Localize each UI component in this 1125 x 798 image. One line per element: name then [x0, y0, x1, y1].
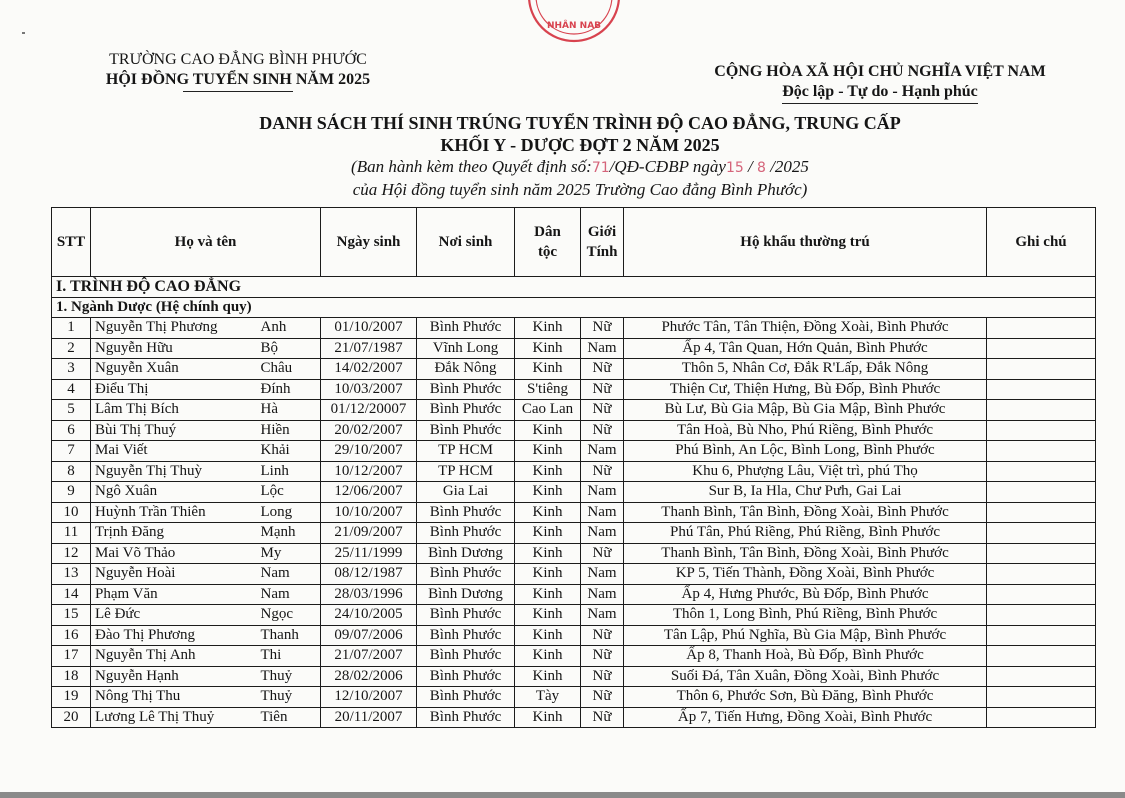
- row-given-name: Ngọc: [257, 605, 321, 626]
- row-residence: Ấp 4, Hưng Phước, Bù Đốp, Bình Phước: [624, 584, 987, 605]
- row-ethnicity: Kinh: [515, 338, 581, 359]
- row-given-name: Hà: [257, 400, 321, 421]
- row-dob: 10/03/2007: [321, 379, 417, 400]
- header-gender: [581, 208, 624, 277]
- row-gender: Nam: [581, 605, 624, 626]
- row-residence: Thanh Bình, Tân Bình, Đồng Xoài, Bình Phước: [624, 543, 987, 564]
- row-stt: 18: [52, 666, 91, 687]
- decision-month-handwritten: 8: [757, 160, 766, 176]
- row-stt: 11: [52, 523, 91, 544]
- row-dob: 21/07/2007: [321, 646, 417, 667]
- row-given-name: Anh: [257, 318, 321, 339]
- row-stt: 10: [52, 502, 91, 523]
- row-surname: Nguyễn Thị Anh: [91, 646, 257, 667]
- row-stt: 17: [52, 646, 91, 667]
- row-note: [987, 625, 1096, 646]
- row-birthplace: TP HCM: [417, 441, 515, 462]
- row-stt: 6: [52, 420, 91, 441]
- row-ethnicity: Kinh: [515, 666, 581, 687]
- table-row: [52, 441, 1096, 462]
- row-note: [987, 338, 1096, 359]
- row-dob: 12/10/2007: [321, 687, 417, 708]
- row-note: [987, 687, 1096, 708]
- row-given-name: Nam: [257, 564, 321, 585]
- row-given-name: Linh: [257, 461, 321, 482]
- row-stt: 3: [52, 359, 91, 380]
- row-ethnicity: Kinh: [515, 564, 581, 585]
- row-given-name: Hiền: [257, 420, 321, 441]
- row-residence: Phú Tân, Phú Riềng, Phú Riềng, Bình Phước: [624, 523, 987, 544]
- table-row: [52, 564, 1096, 585]
- row-stt: 9: [52, 482, 91, 503]
- row-note: [987, 523, 1096, 544]
- row-dob: 10/12/2007: [321, 461, 417, 482]
- row-birthplace: Bình Phước: [417, 666, 515, 687]
- row-note: [987, 379, 1096, 400]
- table-row: [52, 379, 1096, 400]
- decision-day-handwritten: 15: [725, 160, 744, 176]
- row-residence: Ấp 7, Tiến Hưng, Đồng Xoài, Bình Phước: [624, 707, 987, 728]
- header-note: Ghi chú: [987, 208, 1096, 277]
- major-title: 1. Ngành Dược (Hệ chính quy): [52, 298, 1096, 318]
- table-row: [52, 502, 1096, 523]
- row-given-name: Thuỷ: [257, 666, 321, 687]
- table-row: [52, 359, 1096, 380]
- header-gender-line1: Giới: [587, 224, 617, 240]
- row-surname: Lê Đức: [91, 605, 257, 626]
- title-line-1: DANH SÁCH THÍ SINH TRÚNG TUYỂN TRÌNH ĐỘ CAO ĐẲNG, TRUNG CẤP: [259, 113, 901, 133]
- row-birthplace: Bình Dương: [417, 584, 515, 605]
- row-gender: Nam: [581, 441, 624, 462]
- row-stt: 1: [52, 318, 91, 339]
- row-stt: 15: [52, 605, 91, 626]
- row-gender: Nam: [581, 482, 624, 503]
- row-ethnicity: Kinh: [515, 502, 581, 523]
- table-row: [52, 543, 1096, 564]
- scan-speck: [22, 32, 25, 34]
- row-note: [987, 400, 1096, 421]
- row-given-name: Nam: [257, 584, 321, 605]
- table-row: [52, 461, 1096, 482]
- row-note: [987, 646, 1096, 667]
- row-given-name: Khải: [257, 441, 321, 462]
- row-ethnicity: S'tiêng: [515, 379, 581, 400]
- row-note: [987, 564, 1096, 585]
- row-dob: 20/11/2007: [321, 707, 417, 728]
- row-stt: 16: [52, 625, 91, 646]
- row-stt: 8: [52, 461, 91, 482]
- document-title: [150, 112, 1010, 200]
- row-dob: 20/02/2007: [321, 420, 417, 441]
- row-residence: Thôn 1, Long Bình, Phú Riềng, Bình Phước: [624, 605, 987, 626]
- major-row: [52, 298, 1096, 318]
- row-residence: Phú Bình, An Lộc, Bình Long, Bình Phước: [624, 441, 987, 462]
- row-gender: Nam: [581, 502, 624, 523]
- national-motto: Độc lập - Tự do - Hạnh phúc: [782, 82, 978, 104]
- row-ethnicity: Kinh: [515, 543, 581, 564]
- row-ethnicity: Kinh: [515, 420, 581, 441]
- row-note: [987, 584, 1096, 605]
- row-surname: Phạm Văn: [91, 584, 257, 605]
- header-name: Họ và tên: [91, 208, 321, 277]
- row-residence: Thôn 5, Nhân Cơ, Đắk R'Lấp, Đắk Nông: [624, 359, 987, 380]
- row-ethnicity: Kinh: [515, 359, 581, 380]
- row-ethnicity: Tày: [515, 687, 581, 708]
- header-stt: STT: [52, 208, 91, 277]
- seal-text: NHÂN NAB: [546, 21, 602, 31]
- row-note: [987, 482, 1096, 503]
- council-name: HỘI ĐỒNG TUYỂN SINH NĂM 2025: [105, 71, 371, 88]
- row-birthplace: Bình Phước: [417, 523, 515, 544]
- row-dob: 01/12/20007: [321, 400, 417, 421]
- row-dob: 21/09/2007: [321, 523, 417, 544]
- row-surname: Nông Thị Thu: [91, 687, 257, 708]
- table-row: [52, 625, 1096, 646]
- row-gender: Nữ: [581, 687, 624, 708]
- row-residence: KP 5, Tiến Thành, Đồng Xoài, Bình Phước: [624, 564, 987, 585]
- row-surname: Mai Võ Thảo: [91, 543, 257, 564]
- row-given-name: Châu: [257, 359, 321, 380]
- row-given-name: Long: [257, 502, 321, 523]
- header-dob: Ngày sinh: [321, 208, 417, 277]
- decision-reference: [150, 156, 1010, 179]
- row-surname: Trịnh Đăng: [91, 523, 257, 544]
- row-ethnicity: Kinh: [515, 605, 581, 626]
- row-surname: Nguyễn Hạnh: [91, 666, 257, 687]
- title-line-4: của Hội đồng tuyển sinh năm 2025 Trường Cao đẳng Bình Phước): [352, 180, 808, 199]
- row-stt: 20: [52, 707, 91, 728]
- date-separator: /: [743, 157, 758, 176]
- row-dob: 28/02/2006: [321, 666, 417, 687]
- row-dob: 24/10/2005: [321, 605, 417, 626]
- table-row: [52, 318, 1096, 339]
- row-surname: Nguyễn Thị Phương: [91, 318, 257, 339]
- row-ethnicity: Kinh: [515, 482, 581, 503]
- header-residence: Hộ khẩu thường trú: [624, 208, 987, 277]
- row-gender: Nữ: [581, 625, 624, 646]
- row-gender: Nữ: [581, 707, 624, 728]
- row-note: [987, 707, 1096, 728]
- header-birthplace: Nơi sinh: [417, 208, 515, 277]
- row-surname: Ngô Xuân: [91, 482, 257, 503]
- table-row: [52, 707, 1096, 728]
- row-birthplace: Vĩnh Long: [417, 338, 515, 359]
- row-stt: 5: [52, 400, 91, 421]
- row-gender: Nam: [581, 523, 624, 544]
- row-birthplace: Bình Dương: [417, 543, 515, 564]
- row-gender: Nữ: [581, 461, 624, 482]
- row-gender: Nữ: [581, 646, 624, 667]
- row-stt: 13: [52, 564, 91, 585]
- table-row: [52, 420, 1096, 441]
- decision-year: /2025: [765, 157, 809, 176]
- row-birthplace: Bình Phước: [417, 646, 515, 667]
- row-dob: 29/10/2007: [321, 441, 417, 462]
- row-ethnicity: Kinh: [515, 625, 581, 646]
- row-ethnicity: Kinh: [515, 461, 581, 482]
- row-birthplace: Bình Phước: [417, 625, 515, 646]
- row-stt: 4: [52, 379, 91, 400]
- row-dob: 09/07/2006: [321, 625, 417, 646]
- row-dob: 28/03/1996: [321, 584, 417, 605]
- row-residence: Sur B, Ia Hla, Chư Pưh, Gai Lai: [624, 482, 987, 503]
- row-given-name: Thi: [257, 646, 321, 667]
- row-birthplace: Bình Phước: [417, 707, 515, 728]
- row-birthplace: Gia Lai: [417, 482, 515, 503]
- row-dob: 14/02/2007: [321, 359, 417, 380]
- row-gender: Nữ: [581, 400, 624, 421]
- row-surname: Mai Viết: [91, 441, 257, 462]
- row-surname: Lâm Thị Bích: [91, 400, 257, 421]
- row-note: [987, 318, 1096, 339]
- row-birthplace: Bình Phước: [417, 564, 515, 585]
- scan-bottom-edge: [0, 792, 1125, 798]
- row-given-name: Lộc: [257, 482, 321, 503]
- row-residence: Bù Lư, Bù Gia Mập, Bù Gia Mập, Bình Phước: [624, 400, 987, 421]
- row-gender: Nam: [581, 584, 624, 605]
- row-ethnicity: Kinh: [515, 707, 581, 728]
- table-row: [52, 523, 1096, 544]
- row-residence: Khu 6, Phượng Lâu, Việt trì, phú Thọ: [624, 461, 987, 482]
- row-surname: Nguyễn Xuân: [91, 359, 257, 380]
- admission-table: [51, 207, 1096, 728]
- table-row: [52, 400, 1096, 421]
- header-ethnicity-line2: tộc: [537, 244, 558, 260]
- row-ethnicity: Kinh: [515, 646, 581, 667]
- section-title: I. TRÌNH ĐỘ CAO ĐẲNG: [52, 277, 1096, 298]
- row-residence: Ấp 4, Tân Quan, Hớn Quản, Bình Phước: [624, 338, 987, 359]
- row-note: [987, 359, 1096, 380]
- table-row: [52, 646, 1096, 667]
- row-residence: Tân Lập, Phú Nghĩa, Bù Gia Mập, Bình Phước: [624, 625, 987, 646]
- row-gender: Nam: [581, 338, 624, 359]
- row-dob: 25/11/1999: [321, 543, 417, 564]
- row-ethnicity: Kinh: [515, 584, 581, 605]
- row-gender: Nữ: [581, 666, 624, 687]
- row-residence: Thiện Cư, Thiện Hưng, Bù Đốp, Bình Phước: [624, 379, 987, 400]
- row-surname: Huỳnh Trần Thiên: [91, 502, 257, 523]
- row-birthplace: Bình Phước: [417, 379, 515, 400]
- table-header-row: [52, 208, 1096, 277]
- row-stt: 2: [52, 338, 91, 359]
- row-surname: Đào Thị Phương: [91, 625, 257, 646]
- header-underline: [183, 91, 293, 92]
- national-header: [690, 62, 1070, 104]
- table-row: [52, 605, 1096, 626]
- row-residence: Thanh Bình, Tân Bình, Đồng Xoài, Bình Phước: [624, 502, 987, 523]
- row-gender: Nữ: [581, 359, 624, 380]
- row-residence: Tân Hoà, Bù Nho, Phú Riềng, Bình Phước: [624, 420, 987, 441]
- row-surname: Nguyễn Hữu: [91, 338, 257, 359]
- row-dob: 08/12/1987: [321, 564, 417, 585]
- row-birthplace: TP HCM: [417, 461, 515, 482]
- row-note: [987, 666, 1096, 687]
- row-surname: Lương Lê Thị Thuỷ: [91, 707, 257, 728]
- header-ethnicity-line1: Dân: [534, 224, 561, 240]
- row-given-name: Tiên: [257, 707, 321, 728]
- row-note: [987, 420, 1096, 441]
- row-dob: 12/06/2007: [321, 482, 417, 503]
- row-residence: Phước Tân, Tân Thiện, Đồng Xoài, Bình Phước: [624, 318, 987, 339]
- row-ethnicity: Kinh: [515, 523, 581, 544]
- title-line-2: KHỐI Y - DƯỢC ĐỢT 2 NĂM 2025: [440, 135, 720, 155]
- row-dob: 10/10/2007: [321, 502, 417, 523]
- header-gender-line2: Tính: [586, 244, 618, 260]
- row-note: [987, 605, 1096, 626]
- table-row: [52, 666, 1096, 687]
- row-ethnicity: Cao Lan: [515, 400, 581, 421]
- row-residence: Ấp 8, Thanh Hoà, Bù Đốp, Bình Phước: [624, 646, 987, 667]
- row-residence: Thôn 6, Phước Sơn, Bù Đăng, Bình Phước: [624, 687, 987, 708]
- row-given-name: My: [257, 543, 321, 564]
- row-residence: Suối Đá, Tân Xuân, Đồng Xoài, Bình Phước: [624, 666, 987, 687]
- row-given-name: Đính: [257, 379, 321, 400]
- row-birthplace: Bình Phước: [417, 318, 515, 339]
- row-dob: 21/07/1987: [321, 338, 417, 359]
- table-row: [52, 687, 1096, 708]
- row-gender: Nữ: [581, 318, 624, 339]
- row-note: [987, 461, 1096, 482]
- row-note: [987, 543, 1096, 564]
- table-row: [52, 482, 1096, 503]
- country-name: CỘNG HÒA XÃ HỘI CHỦ NGHĨA VIỆT NAM: [714, 63, 1046, 80]
- row-stt: 14: [52, 584, 91, 605]
- row-dob: 01/10/2007: [321, 318, 417, 339]
- row-ethnicity: Kinh: [515, 441, 581, 462]
- issuer-header: [88, 50, 388, 92]
- table-row: [52, 584, 1096, 605]
- official-seal-stamp: [526, 0, 622, 44]
- row-birthplace: Bình Phước: [417, 687, 515, 708]
- row-surname: Nguyễn Hoài: [91, 564, 257, 585]
- decision-prefix: (Ban hành kèm theo Quyết định số:: [351, 157, 592, 176]
- row-note: [987, 441, 1096, 462]
- section-row: [52, 277, 1096, 298]
- row-surname: Nguyễn Thị Thuỳ: [91, 461, 257, 482]
- row-gender: Nữ: [581, 543, 624, 564]
- row-gender: Nam: [581, 564, 624, 585]
- row-given-name: Thanh: [257, 625, 321, 646]
- row-birthplace: Bình Phước: [417, 400, 515, 421]
- row-birthplace: Bình Phước: [417, 420, 515, 441]
- school-name: TRƯỜNG CAO ĐẲNG BÌNH PHƯỚC: [109, 51, 367, 68]
- decision-mid: /QĐ-CĐBP ngày: [609, 157, 726, 176]
- row-birthplace: Đắk Nông: [417, 359, 515, 380]
- row-note: [987, 502, 1096, 523]
- row-stt: 19: [52, 687, 91, 708]
- decision-number-handwritten: 71: [591, 160, 610, 176]
- row-gender: Nữ: [581, 379, 624, 400]
- row-gender: Nữ: [581, 420, 624, 441]
- table-row: [52, 338, 1096, 359]
- row-birthplace: Bình Phước: [417, 605, 515, 626]
- row-given-name: Mạnh: [257, 523, 321, 544]
- row-surname: Điểu Thị: [91, 379, 257, 400]
- row-ethnicity: Kinh: [515, 318, 581, 339]
- row-given-name: Thuỷ: [257, 687, 321, 708]
- row-stt: 7: [52, 441, 91, 462]
- row-birthplace: Bình Phước: [417, 502, 515, 523]
- row-surname: Bùi Thị Thuý: [91, 420, 257, 441]
- row-stt: 12: [52, 543, 91, 564]
- row-given-name: Bộ: [257, 338, 321, 359]
- header-ethnicity: [515, 208, 581, 277]
